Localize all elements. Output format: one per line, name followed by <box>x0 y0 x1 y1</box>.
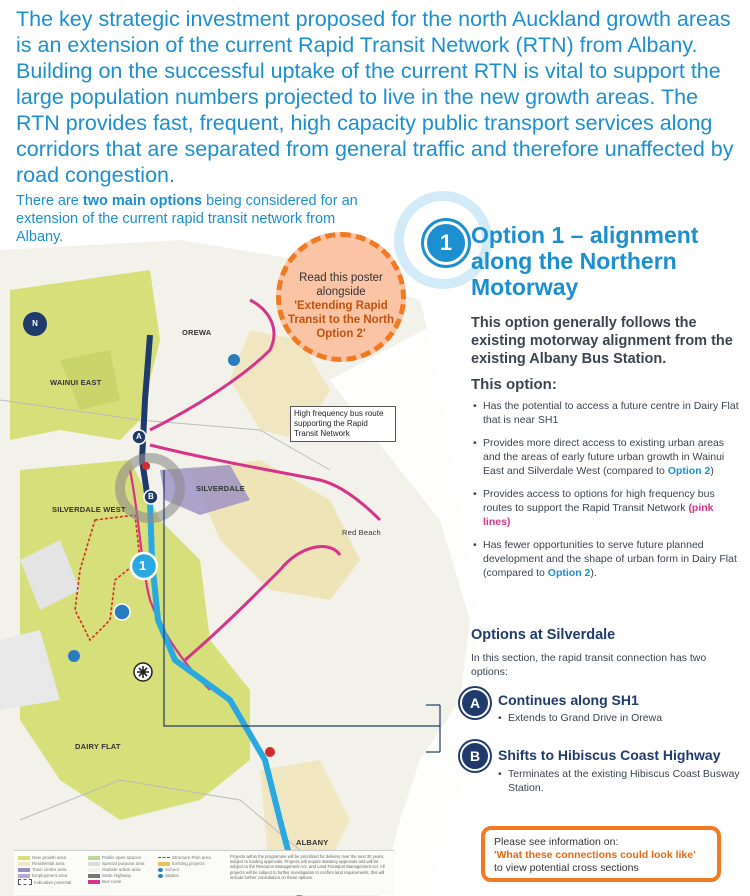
legend-item: Outside urban area <box>88 867 141 872</box>
option-1-map-label: 1 <box>139 558 147 573</box>
list-item: • Has the potential to access a future centre in Dairy Flat that is near SH1 <box>473 399 743 427</box>
option-title: Option 1 – alignment along the Northern Motorway <box>471 222 699 300</box>
option-b-title: Shifts to Hibiscus Coast Highway <box>498 747 721 763</box>
marker-a-label: A <box>136 432 142 441</box>
legend-item: Public open spaces <box>88 855 141 860</box>
legend-item: Bus route <box>88 879 121 884</box>
silverdale-options-title: Options at Silverdale <box>471 627 616 643</box>
option-bullet-list <box>473 399 743 589</box>
station-icon <box>142 462 150 470</box>
legend-note: Projects within the programme will be prioritised for delivery over the next 30 years, subject to funding approvals. Projects will require statutory approvals and will be subject to the Resource Management Act, and Land Transport Management Act. All projects will be subject to further investigation to confirm land requirements, this will include further consultation on these options. <box>230 854 385 880</box>
north-arrow-icon: N <box>23 312 47 336</box>
place-orewa: OREWA <box>182 328 212 337</box>
option-b-item: • Terminates at the existing Hibiscus Coast Busway Station. <box>498 767 743 795</box>
option-a-title: Continues along SH1 <box>498 692 639 708</box>
place-wainui-east: WAINUI EAST <box>50 378 102 387</box>
high-frequency-bus-label: High frequency bus route supporting the Rapid Transit Network <box>290 406 396 442</box>
school-icon <box>68 650 80 662</box>
option-b-badge: B <box>460 741 490 771</box>
option-number-badge: 1 <box>424 221 468 265</box>
marker-b-label: B <box>148 492 154 501</box>
station-icon <box>114 604 130 620</box>
silverdale-options-desc: In this section, the rapid transit connection has two options: <box>471 652 707 678</box>
list-item: • Has fewer opportunities to serve future planned development and the shape of urban form in Dairy Flat (compared to Option 2). <box>473 538 743 580</box>
options-intro: There are two main options being considered for an extension of the current rapid transit network from Albany. <box>16 193 358 245</box>
legend-item: Structure Plan area <box>158 855 211 860</box>
map-legend <box>14 850 394 895</box>
legend-item: Station <box>158 873 179 878</box>
place-red-beach: Red Beach <box>342 528 381 537</box>
intro-paragraph: The key strategic investment proposed for the north Auckland growth areas is an extension of the current Rapid Transit Network (RTN) from Albany. Building on the successful uptake of the current RTN is vital to support the large population numbers projected to live in the new growth areas. The RTN provides fast, frequent, high capacity public transport services along corridors that are separated from general traffic and therefore unaffected by road congestion. <box>16 7 734 187</box>
place-dairy-flat: DAIRY FLAT <box>75 742 121 751</box>
legend-item: Existing projects <box>158 861 205 866</box>
legend-item: Indicative potential <box>18 879 71 885</box>
legend-item: Residential area <box>18 861 65 866</box>
legend-item: School <box>158 867 179 872</box>
cross-sections-info-box: Please see information on: 'What these connections could look like' to view potential cross sections <box>481 826 721 882</box>
school-icon <box>228 354 240 366</box>
option-a-item: • Extends to Grand Drive in Orewa <box>498 711 662 725</box>
legend-item: New growth area <box>18 855 66 860</box>
legend-item: Town centre area <box>18 867 67 872</box>
read-alongside-callout: Read this poster alongside 'Extending Rapid Transit to the North Option 2' <box>276 232 406 362</box>
list-item: • Provides more direct access to existing urban areas and the areas of early future urban growth in Wainui East and Silverdale West (compared to Option 2) <box>473 436 743 478</box>
this-option-heading: This option: <box>471 376 557 393</box>
legend-item: State Highway <box>88 873 131 878</box>
station-icon <box>265 747 275 757</box>
legend-item: Special purpose area <box>88 861 145 866</box>
place-silverdale: SILVERDALE <box>196 484 245 493</box>
place-albany: ALBANY <box>296 838 329 847</box>
place-silverdale-west: SILVERDALE WEST <box>52 505 126 514</box>
indicative-potential-icon <box>134 663 152 681</box>
option-a-badge: A <box>460 688 490 718</box>
legend-item: Employment area <box>18 873 67 878</box>
option-lead: This option generally follows the existing motorway alignment from the existing Albany Bus Station. <box>471 315 733 367</box>
list-item: • Provides access to options for high frequency bus routes to support the Rapid Transit Network (pink lines) <box>473 487 743 529</box>
